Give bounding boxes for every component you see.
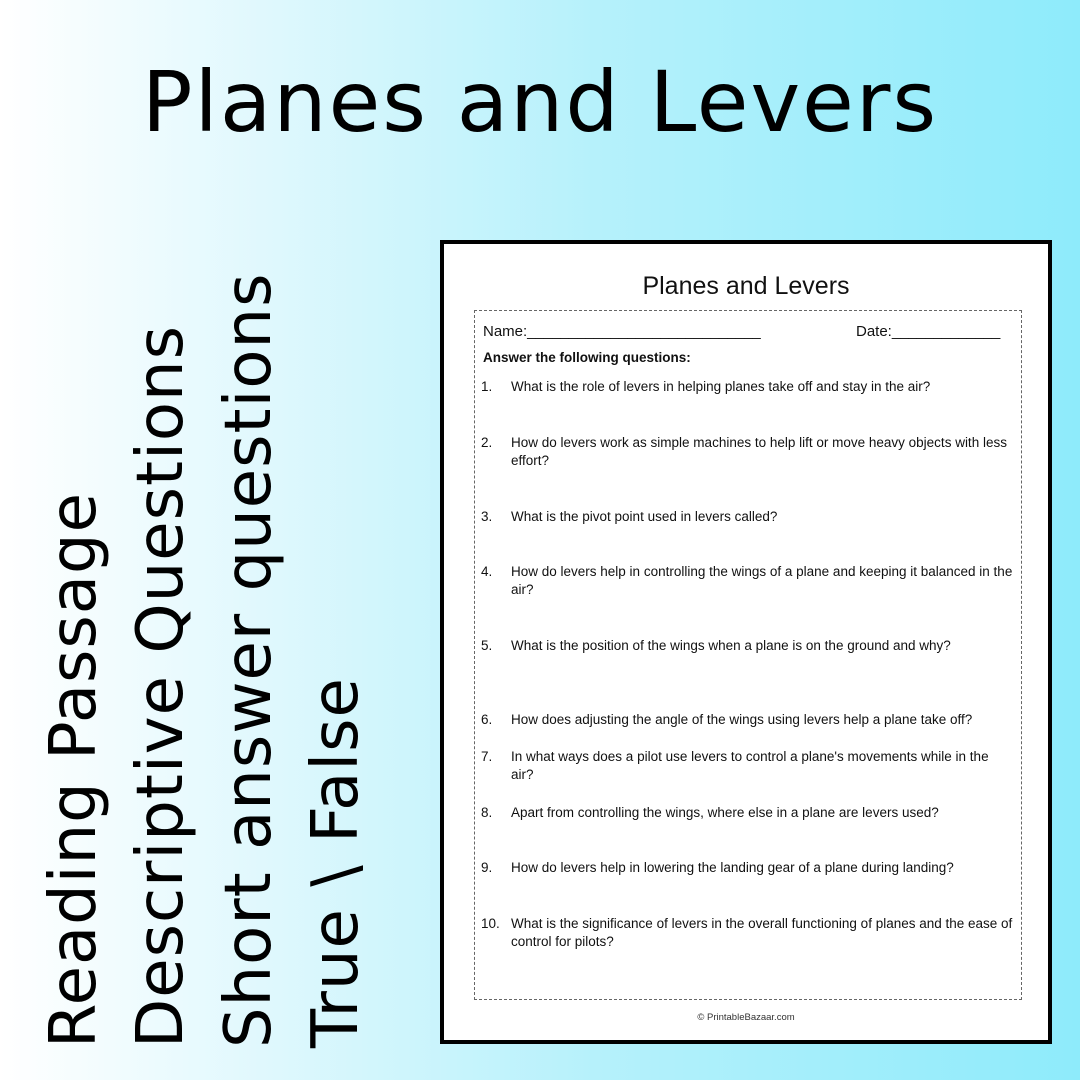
question-item [481, 637, 1013, 655]
question-number: 1. [481, 379, 493, 394]
question-item [481, 915, 1013, 951]
question-number: 5. [481, 638, 493, 653]
question-number: 8. [481, 805, 493, 820]
question-text: How do levers help in lowering the landing gear of a plane during landing? [511, 860, 954, 875]
question-text: Apart from controlling the wings, where else in a plane are levers used? [511, 805, 939, 820]
side-label-true-false: True \ False [298, 677, 373, 1048]
side-label-short-answer: Short answer questions [211, 272, 286, 1048]
question-text: What is the pivot point used in levers called? [511, 509, 778, 524]
question-number: 3. [481, 509, 493, 524]
side-label-descriptive-questions: Descriptive Questions [124, 325, 199, 1048]
question-number: 6. [481, 712, 493, 727]
question-item [481, 804, 1013, 822]
question-number: 7. [481, 749, 493, 764]
name-field: Name:____________________________ [483, 323, 761, 340]
question-text: How do levers work as simple machines to help lift or move heavy objects with less effort? [511, 435, 1007, 468]
side-labels [37, 268, 373, 1048]
question-number: 9. [481, 860, 493, 875]
question-item [481, 508, 1013, 526]
worksheet-preview [440, 240, 1052, 1044]
question-item [481, 711, 1013, 729]
question-item [481, 748, 1013, 784]
instruction-text: Answer the following questions: [483, 350, 691, 365]
question-item [481, 434, 1013, 470]
question-item [481, 563, 1013, 599]
question-item [481, 859, 1013, 877]
worksheet-title: Planes and Levers [642, 272, 850, 300]
question-text: What is the role of levers in helping planes take off and stay in the air? [511, 379, 931, 394]
question-text: How does adjusting the angle of the wings using levers help a plane take off? [511, 712, 973, 727]
page-title: Planes and Levers [141, 53, 939, 151]
question-text: How do levers help in controlling the wings of a plane and keeping it balanced in the air? [511, 564, 1013, 597]
question-number: 10. [481, 916, 500, 931]
question-item [481, 378, 1013, 396]
date-field: Date:_____________ [856, 323, 1001, 340]
side-label-reading-passage: Reading Passage [37, 492, 111, 1048]
question-text: What is the significance of levers in the overall functioning of planes and the ease of control for pilots? [511, 916, 1013, 949]
question-text: In what ways does a pilot use levers to control a plane's movements while in the air? [511, 749, 989, 782]
question-number: 2. [481, 435, 493, 450]
question-number: 4. [481, 564, 493, 579]
copyright-footer: © PrintableBazaar.com [697, 1012, 795, 1023]
question-text: What is the position of the wings when a plane is on the ground and why? [511, 638, 951, 653]
worksheet-content-box [474, 310, 1022, 1000]
